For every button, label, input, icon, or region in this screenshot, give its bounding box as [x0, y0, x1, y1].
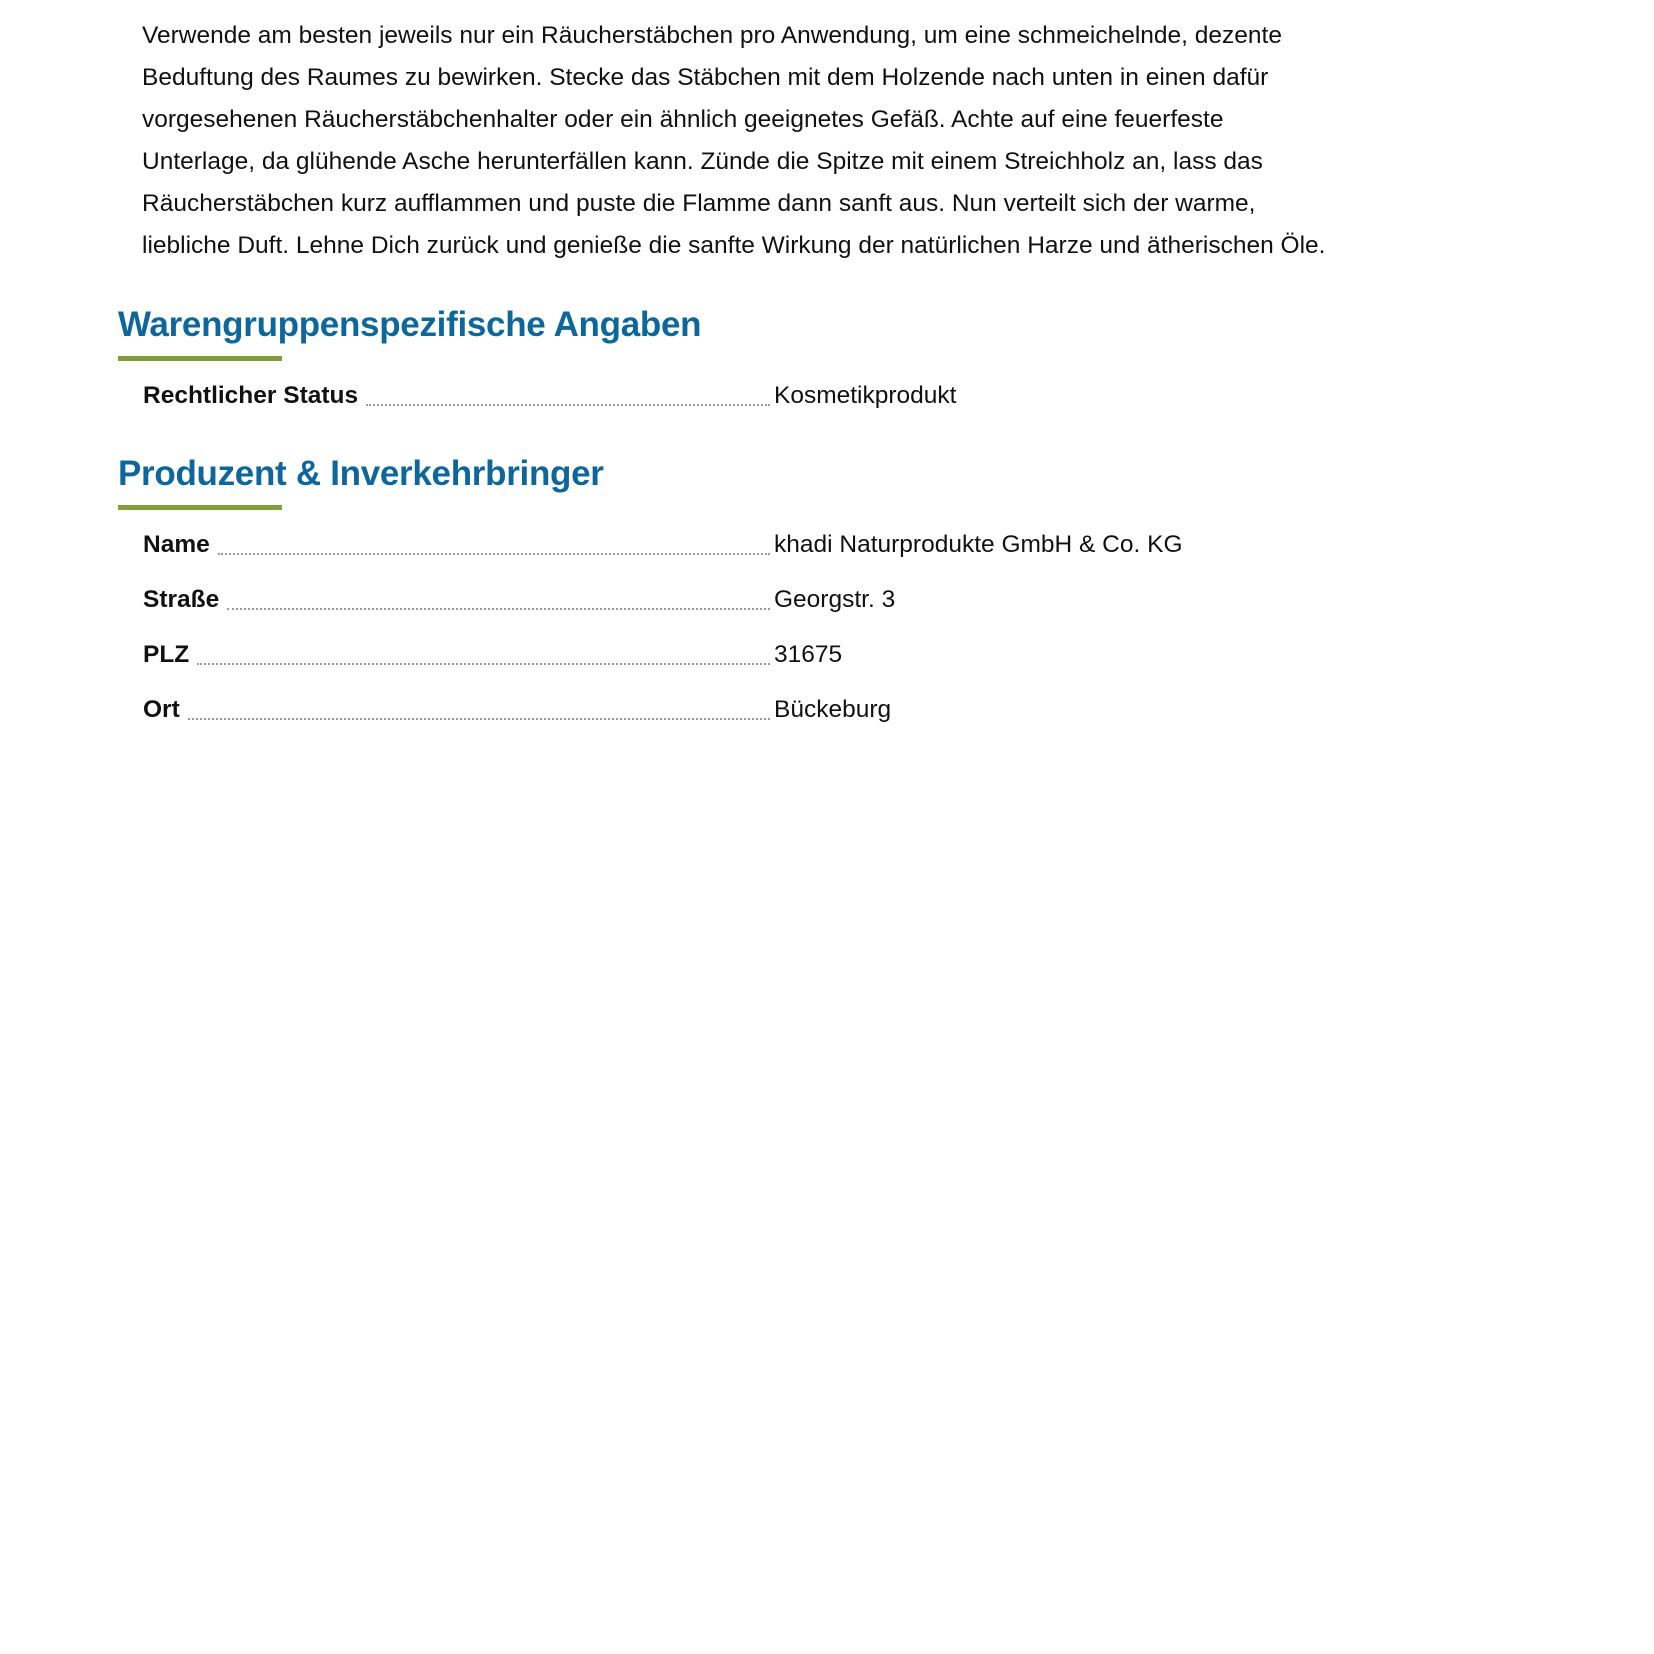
paragraph-line: Beduftung des Raumes zu bewirken. Stecke das Stäbchen mit dem Holzende nach unten in einen dafür [142, 64, 1269, 91]
dotted-leader [188, 717, 770, 720]
label-wrap [143, 579, 770, 615]
paragraph-line: liebliche Duft. Lehne Dich zurück und genieße die sanfte Wirkung der natürlichen Harze und ätherischen Öle. [142, 232, 1326, 259]
label-wrap [143, 524, 770, 560]
info-value: khadi Naturprodukte GmbH & Co. KG [774, 531, 1183, 558]
usage-instructions-paragraph [142, 15, 1412, 267]
paragraph-line: Unterlage, da glühende Asche herunterfällen kann. Zünde die Spitze mit einem Streichholz an, lass das [142, 148, 1263, 175]
info-label: Straße [143, 586, 220, 613]
info-row-postal-code [118, 634, 1418, 689]
info-label: Name [143, 531, 210, 558]
info-row-name [118, 524, 1418, 579]
info-value: 31675 [774, 641, 843, 668]
info-label: Ort [143, 696, 180, 723]
section-heading: Produzent & Inverkehrbringer [118, 454, 604, 493]
info-row-city [118, 689, 1418, 744]
dotted-leader [227, 607, 770, 610]
dotted-leader [218, 552, 770, 555]
paragraph-line: vorgesehenen Räucherstäbchenhalter oder ein ähnlich geeignetes Gefäß. Achte auf eine feuerfeste [142, 106, 1224, 133]
label-wrap [143, 375, 770, 411]
paragraph-line: Verwende am besten jeweils nur ein Räucherstäbchen pro Anwendung, um eine schmeichelnde, dezente [142, 22, 1282, 49]
info-value: Kosmetikprodukt [774, 382, 957, 409]
info-label: PLZ [143, 641, 190, 668]
heading-underline [118, 356, 282, 361]
info-row-legal-status [118, 375, 1418, 430]
label-wrap [143, 689, 770, 725]
info-rows [118, 524, 1418, 744]
heading-underline [118, 505, 282, 510]
label-wrap [143, 634, 770, 670]
paragraph-line: Räucherstäbchen kurz aufflammen und puste die Flamme dann sanft aus. Nun verteilt sich der warme, [142, 190, 1256, 217]
product-group-section [118, 300, 1418, 430]
info-label: Rechtlicher Status [143, 382, 359, 409]
section-heading: Warengruppenspezifische Angaben [118, 305, 702, 344]
info-row-street [118, 579, 1418, 634]
info-value: Georgstr. 3 [774, 586, 896, 613]
info-value: Bückeburg [774, 696, 892, 723]
info-rows [118, 375, 1418, 430]
dotted-leader [366, 403, 770, 406]
producer-section [118, 449, 1418, 744]
dotted-leader [197, 662, 770, 665]
